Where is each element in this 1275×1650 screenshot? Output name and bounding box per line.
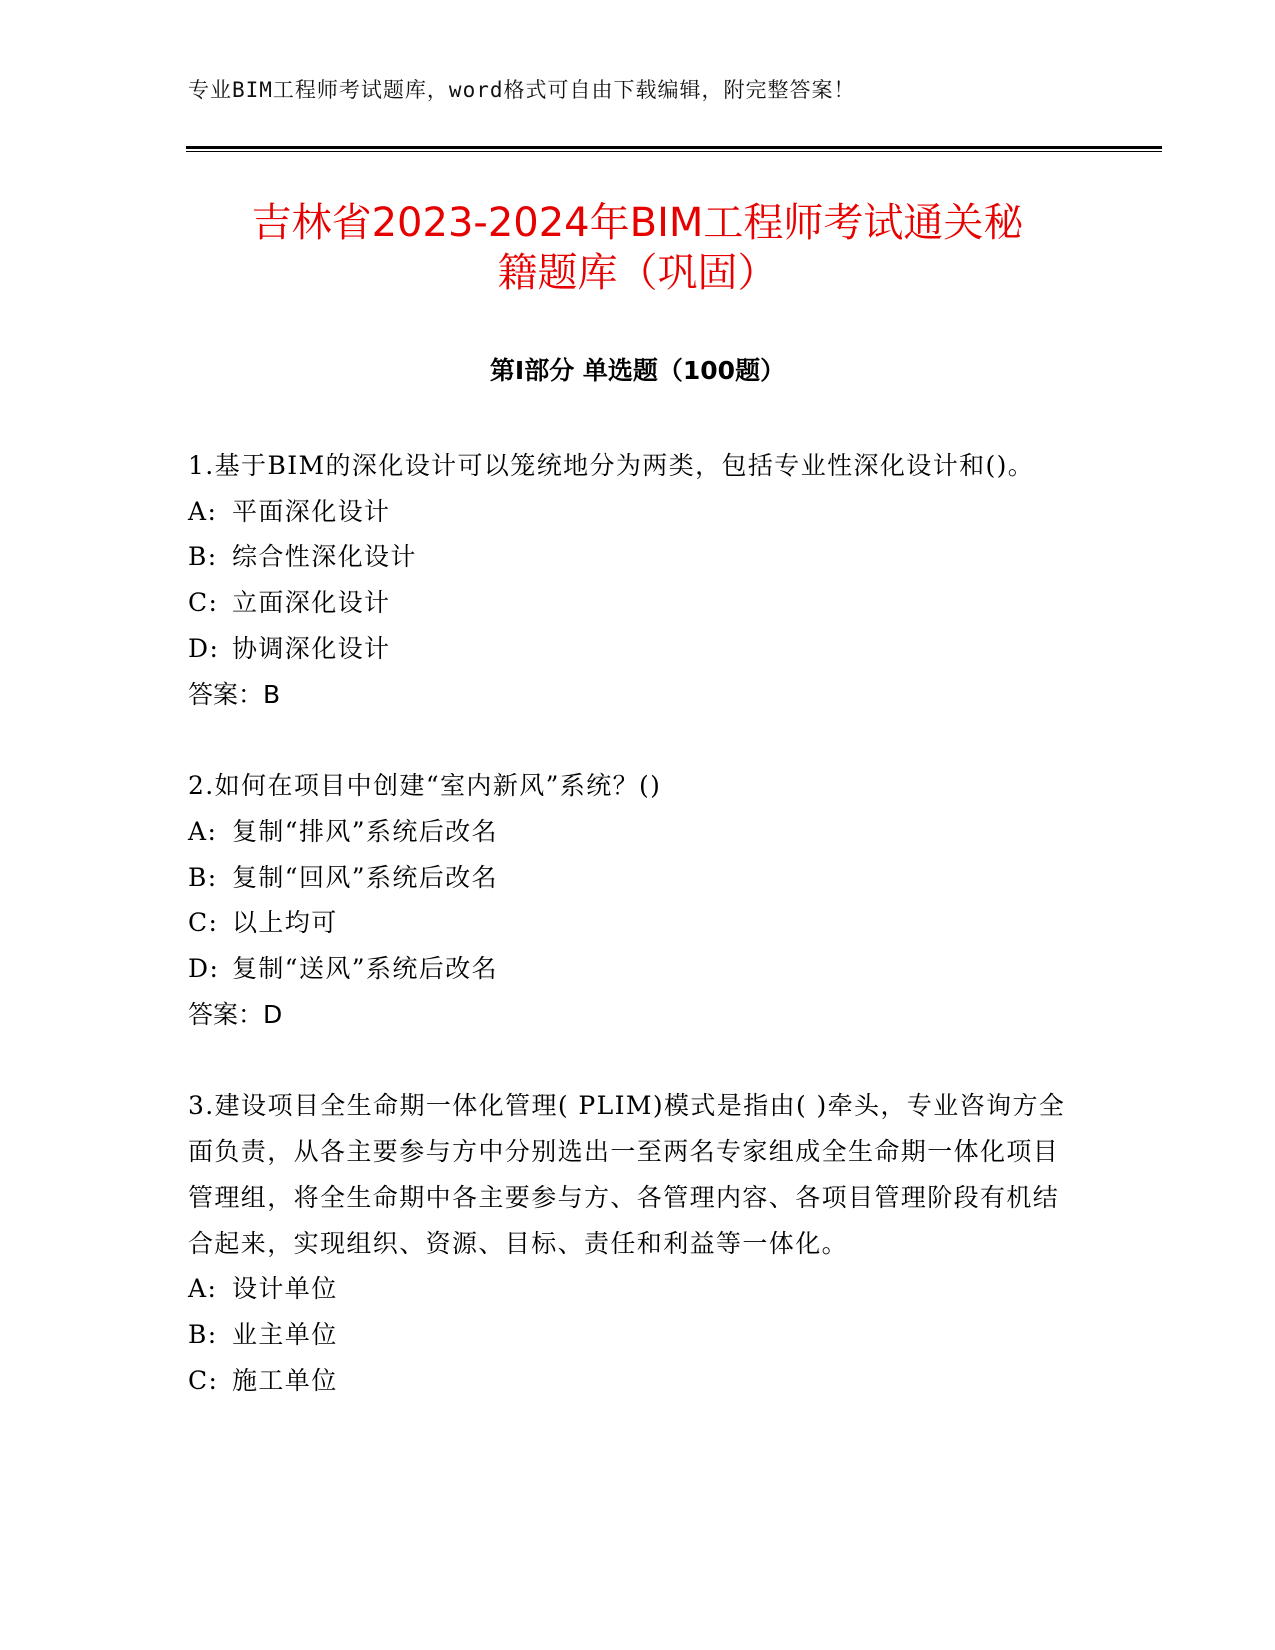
option-text: 协调深化设计	[232, 633, 391, 663]
question-answer: 答案：B	[188, 679, 281, 709]
header-rule-thin	[186, 151, 1162, 152]
document-title	[150, 198, 1125, 298]
option-text: 复制“回风”系统后改名	[232, 862, 498, 892]
option-text: 复制“送风”系统后改名	[232, 954, 498, 984]
option-key: A:	[188, 1274, 218, 1304]
document-title-line-2: 籍题库（巩固）	[497, 250, 778, 296]
option-list	[188, 489, 1068, 672]
option-key: B:	[188, 862, 218, 892]
header-rule-thick	[186, 146, 1162, 149]
option-list	[188, 809, 1068, 992]
option-a	[188, 809, 1068, 855]
option-key: D:	[188, 633, 220, 663]
option-key: D:	[188, 954, 220, 984]
question-stem: 3.建设项目全生命期一体化管理( PLIM)模式是指由( )牵头，专业咨询方全面负责，从各主要参与方中分别选出一至两名专家组成全生命期一体化项目管理组，将全生命期中各主要参与方、各管理内容、各项目管理阶段有机结合起来，实现组织、资源、目标、责任和利益等一体化。	[188, 1091, 1066, 1258]
option-key: A:	[188, 496, 218, 526]
question-stem: 2.如何在项目中创建“室内新风”系统？()	[188, 771, 662, 801]
option-d	[188, 626, 1068, 672]
option-c	[188, 900, 1068, 946]
section-title: 第Ⅰ部分 单选题（100题）	[489, 356, 786, 385]
question	[188, 1083, 1068, 1403]
option-key: C:	[188, 588, 219, 618]
option-c	[188, 580, 1068, 626]
option-text: 业主单位	[232, 1319, 338, 1349]
option-b	[188, 534, 1068, 580]
option-key: B:	[188, 542, 218, 572]
document-title-line-1: 吉林省2023-2024年BIM工程师考试通关秘	[251, 200, 1024, 246]
option-d	[188, 946, 1068, 992]
question-list	[188, 443, 1068, 1449]
header-note: 专业BIM工程师考试题库，word格式可自由下载编辑，附完整答案！	[188, 78, 856, 102]
option-key: C:	[188, 1365, 219, 1395]
option-text: 复制“排风”系统后改名	[232, 816, 498, 846]
option-b	[188, 1312, 1068, 1358]
option-key: A:	[188, 816, 218, 846]
option-text: 以上均可	[232, 908, 338, 938]
option-a	[188, 489, 1068, 535]
option-key: B:	[188, 1319, 218, 1349]
option-text: 立面深化设计	[232, 588, 391, 618]
option-text: 施工单位	[232, 1365, 338, 1395]
question-answer: 答案：D	[188, 999, 283, 1029]
question	[188, 763, 1068, 1037]
option-key: C:	[188, 908, 219, 938]
option-c	[188, 1358, 1068, 1404]
option-text: 综合性深化设计	[232, 542, 417, 572]
question-stem: 1.基于BIM的深化设计可以笼统地分为两类，包括专业性深化设计和()。	[188, 451, 1035, 480]
option-text: 平面深化设计	[232, 496, 391, 526]
option-list	[188, 1266, 1068, 1403]
question	[188, 443, 1068, 717]
option-b	[188, 855, 1068, 901]
option-a	[188, 1266, 1068, 1312]
option-text: 设计单位	[232, 1274, 338, 1304]
